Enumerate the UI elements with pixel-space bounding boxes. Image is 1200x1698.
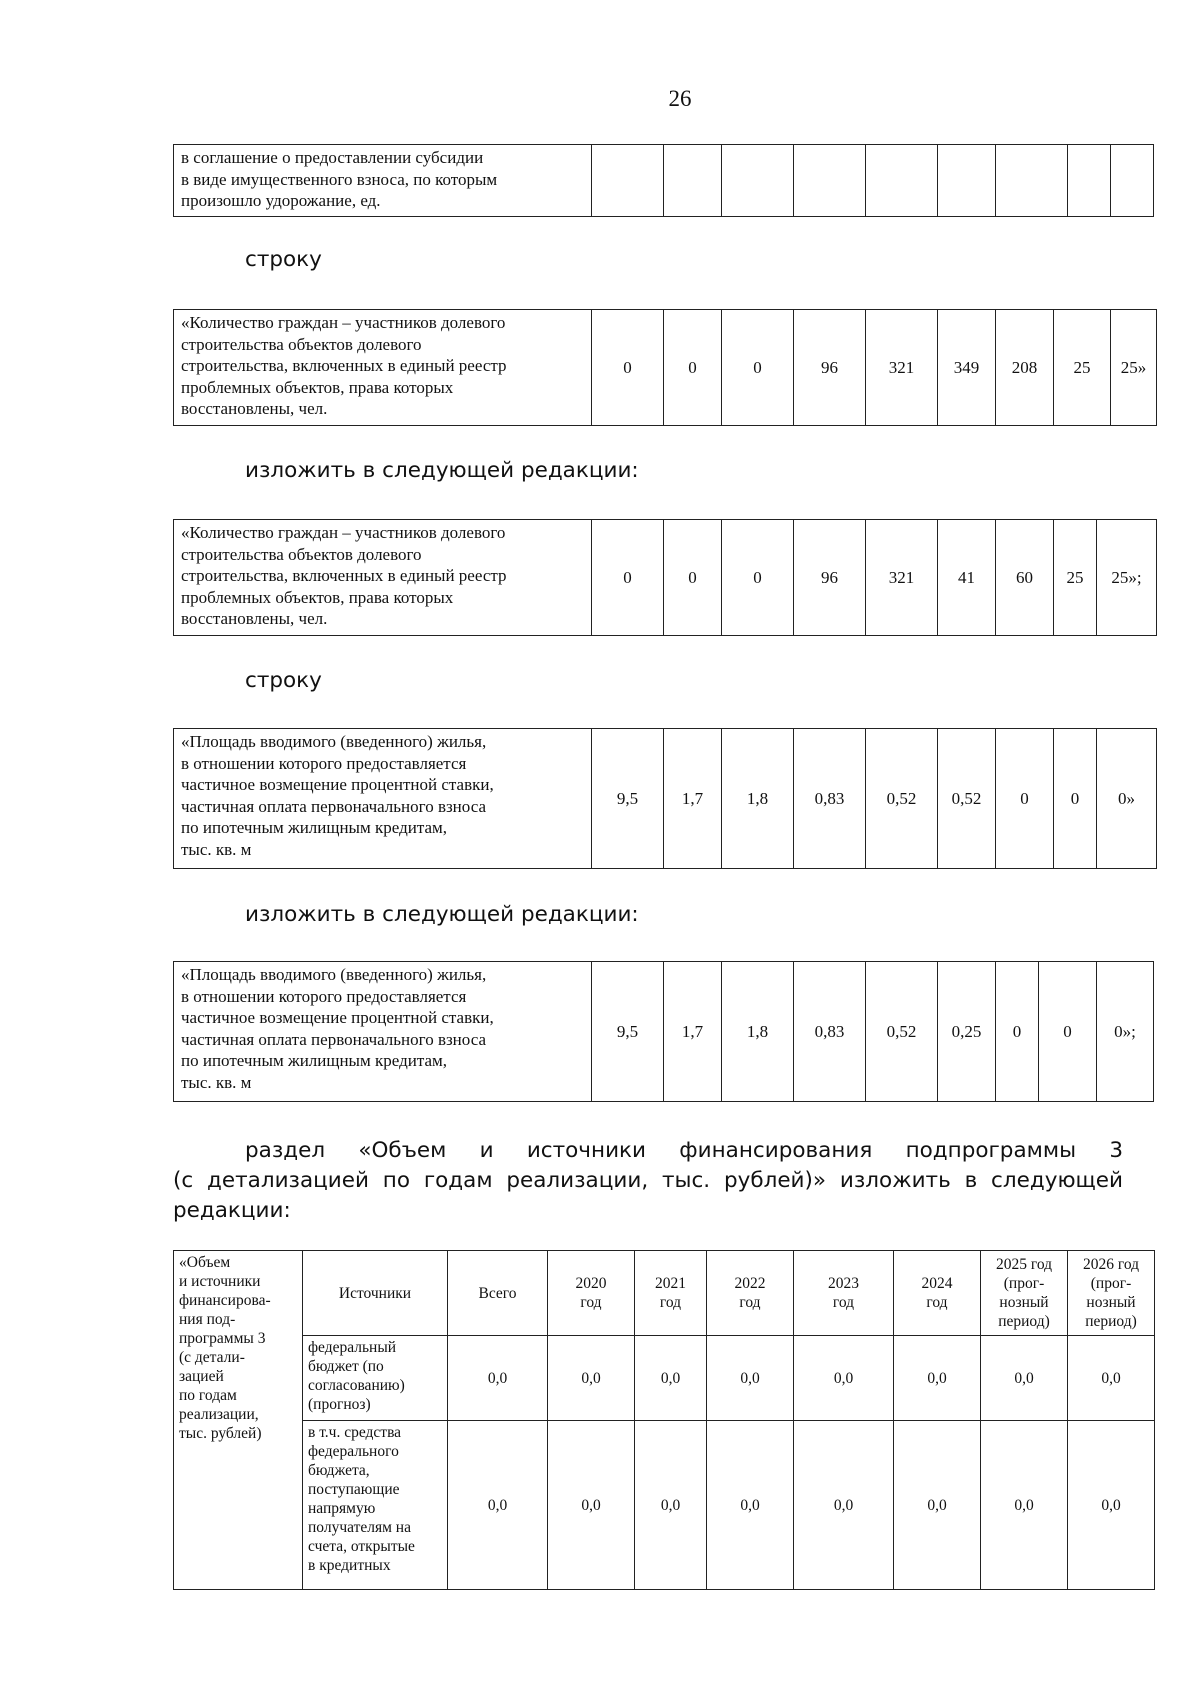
- value-cell: 0,0: [981, 1336, 1068, 1421]
- value-cell: 41: [938, 520, 996, 636]
- value-cell: [996, 145, 1068, 217]
- value-cell: 25»;: [1097, 520, 1157, 636]
- source-federal-budget: федеральный бюджет (по согласованию) (прогноз): [303, 1336, 448, 1421]
- header-2025: 2025 год (прог- нозный период): [981, 1251, 1068, 1336]
- value-cell: 0,0: [548, 1421, 635, 1590]
- indicator-label: «Площадь вводимого (введенного) жилья, в отношении которого предоставляется частичное возмещение процентной ставки, частичная оплата первоначального взноса по ипотечным жилищным кредитам, тыс. кв. м: [174, 729, 592, 869]
- value-cell: [664, 145, 722, 217]
- table-indicator-continuation: [173, 144, 1154, 217]
- value-cell: 0: [592, 520, 664, 636]
- value-cell: 9,5: [592, 729, 664, 869]
- value-cell: 321: [866, 310, 938, 426]
- value-cell: [938, 145, 996, 217]
- value-cell: 0,0: [448, 1421, 548, 1590]
- value-cell: 1,7: [664, 962, 722, 1102]
- paragraph-line-1: раздел «Объем и источники финансирования подпрограммы 3: [245, 1138, 1123, 1163]
- value-cell: 0,0: [894, 1336, 981, 1421]
- value-cell: 0,52: [938, 729, 996, 869]
- value-cell: [1068, 145, 1111, 217]
- source-federal-direct: в т.ч. средства федерального бюджета, поступающие напрямую получателям на счета, открытые в кредитных: [303, 1421, 448, 1590]
- value-cell: 321: [866, 520, 938, 636]
- header-2023: 2023 год: [794, 1251, 894, 1336]
- value-cell: 0: [1039, 962, 1097, 1102]
- value-cell: 25: [1054, 310, 1111, 426]
- finance-table: [173, 1250, 1155, 1590]
- header-2020: 2020 год: [548, 1251, 635, 1336]
- value-cell: [592, 145, 664, 217]
- value-cell: 0,0: [981, 1421, 1068, 1590]
- header-2026: 2026 год (прог- нозный период): [1068, 1251, 1155, 1336]
- value-cell: 0,0: [1068, 1336, 1155, 1421]
- header-total: Всего: [448, 1251, 548, 1336]
- value-cell: 0,52: [866, 962, 938, 1102]
- indicator-label: «Количество граждан – участников долевого строительства объектов долевого строительства, включенных в единый реестр проблемных объектов, права которых восстановлены, чел.: [174, 520, 592, 636]
- indicator-label: в соглашение о предоставлении субсидии в виде имущественного взноса, по которым произошло удорожание, ед.: [174, 145, 592, 217]
- table-new-citizens-count: [173, 519, 1157, 636]
- value-cell: 349: [938, 310, 996, 426]
- value-cell: [1111, 145, 1154, 217]
- value-cell: [722, 145, 794, 217]
- value-cell: 25»: [1111, 310, 1157, 426]
- text-izlozhit: изложить в следующей редакции:: [245, 458, 639, 483]
- indicator-label: «Площадь вводимого (введенного) жилья, в отношении которого предоставляется частичное возмещение процентной ставки, частичная оплата первоначального взноса по ипотечным жилищным кредитам, тыс. кв. м: [174, 962, 592, 1102]
- value-cell: 0,25: [938, 962, 996, 1102]
- value-cell: 0: [664, 520, 722, 636]
- value-cell: 0,52: [866, 729, 938, 869]
- header-2022: 2022 год: [707, 1251, 794, 1336]
- value-cell: 0,0: [1068, 1421, 1155, 1590]
- indicator-label: «Количество граждан – участников долевого строительства объектов долевого строительства, включенных в единый реестр проблемных объектов, права которых восстановлены, чел.: [174, 310, 592, 426]
- text-stroku-2: строку: [245, 668, 322, 693]
- table-old-citizens-count: [173, 309, 1157, 426]
- row-label: «Объем и источники финансирова- ния под- программы 3 (с детали- зацией по годам реализации, тыс. рублей): [174, 1251, 303, 1590]
- value-cell: 1,8: [722, 962, 794, 1102]
- value-cell: 0: [996, 962, 1039, 1102]
- value-cell: 0,0: [448, 1336, 548, 1421]
- value-cell: 0,0: [794, 1421, 894, 1590]
- value-cell: [866, 145, 938, 217]
- text-izlozhit-2: изложить в следующей редакции:: [245, 902, 639, 927]
- value-cell: 0,0: [635, 1336, 707, 1421]
- value-cell: 0,0: [707, 1336, 794, 1421]
- value-cell: 60: [996, 520, 1054, 636]
- value-cell: 0: [664, 310, 722, 426]
- value-cell: 9,5: [592, 962, 664, 1102]
- value-cell: 0,0: [635, 1421, 707, 1590]
- value-cell: 1,7: [664, 729, 722, 869]
- value-cell: 0,0: [794, 1336, 894, 1421]
- value-cell: 208: [996, 310, 1054, 426]
- page-number: 26: [668, 86, 692, 111]
- value-cell: 25: [1054, 520, 1097, 636]
- table-old-housing-area: [173, 728, 1157, 869]
- value-cell: 0,83: [794, 729, 866, 869]
- value-cell: 1,8: [722, 729, 794, 869]
- value-cell: 0»: [1097, 729, 1157, 869]
- value-cell: 0,83: [794, 962, 866, 1102]
- value-cell: 0: [1054, 729, 1097, 869]
- value-cell: 96: [794, 520, 866, 636]
- header-2024: 2024 год: [894, 1251, 981, 1336]
- paragraph-line-3: редакции:: [173, 1198, 291, 1223]
- value-cell: 0: [722, 520, 794, 636]
- value-cell: 0: [592, 310, 664, 426]
- value-cell: 96: [794, 310, 866, 426]
- value-cell: 0: [722, 310, 794, 426]
- value-cell: 0,0: [894, 1421, 981, 1590]
- value-cell: [794, 145, 866, 217]
- value-cell: 0»;: [1097, 962, 1154, 1102]
- table-new-housing-area: [173, 961, 1154, 1102]
- value-cell: 0,0: [707, 1421, 794, 1590]
- value-cell: 0: [996, 729, 1054, 869]
- text-stroku: строку: [245, 247, 322, 272]
- value-cell: 0,0: [548, 1336, 635, 1421]
- paragraph-line-2: (с детализацией по годам реализации, тыс. рублей)» изложить в следующей: [173, 1168, 1123, 1193]
- header-2021: 2021 год: [635, 1251, 707, 1336]
- header-sources: Источники: [303, 1251, 448, 1336]
